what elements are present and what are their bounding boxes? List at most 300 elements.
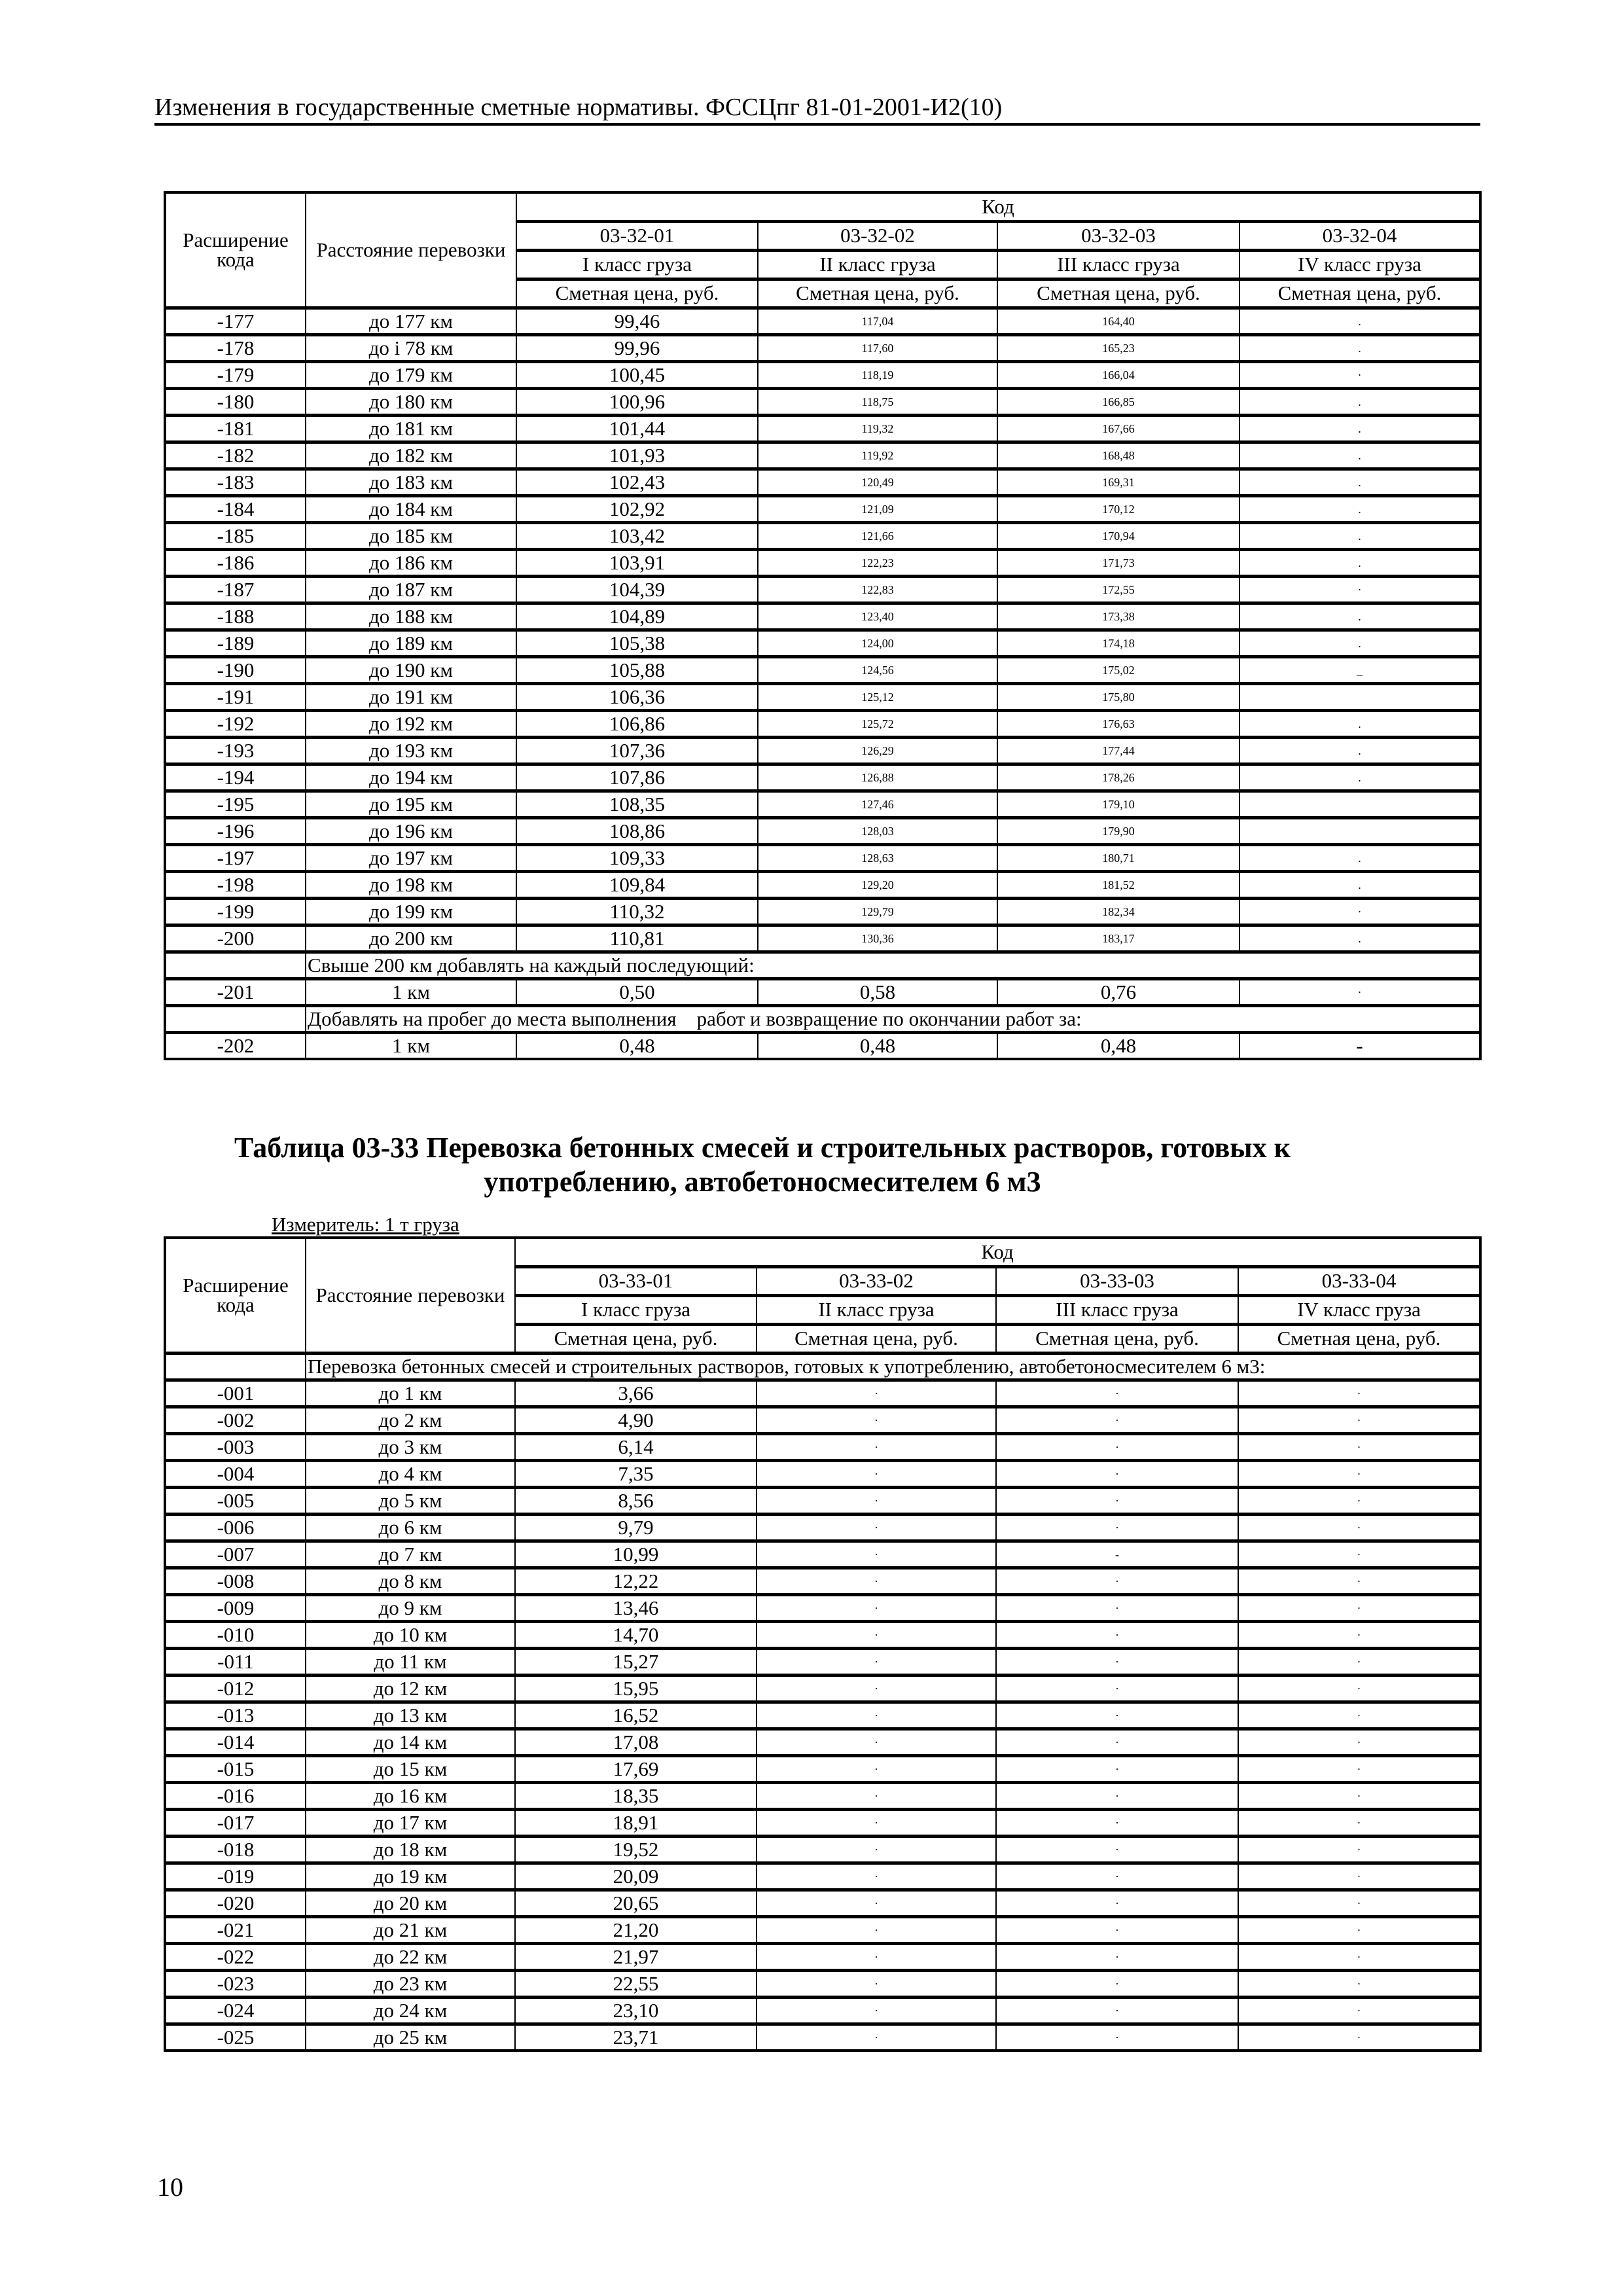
table-row (165, 1782, 1480, 1809)
price-class-4: · (1238, 1433, 1480, 1460)
price-class-1: 9,79 (515, 1514, 757, 1541)
price-class-4: · (1238, 1541, 1480, 1568)
header-price-3: Сметная цена, руб. (996, 1324, 1238, 1353)
price-class-1: 106,36 (516, 683, 758, 710)
price-class-1: 0,48 (516, 1032, 758, 1059)
header-price-3: Сметная цена, руб. (997, 279, 1240, 308)
price-class-1: 3,66 (515, 1380, 757, 1407)
ext-code: -183 (165, 469, 306, 495)
distance: до 181 км (306, 415, 516, 442)
price-class-2: · (757, 1943, 996, 1970)
price-class-3: 179,90 (997, 817, 1240, 844)
price-class-3: · (996, 1997, 1238, 2024)
price-class-1: 103,42 (516, 522, 758, 549)
price-class-1: 104,89 (516, 603, 758, 630)
section-note: Перевозка бетонных смесей и строительных растворов, готовых к употреблению, автобетоносмесителем 6 м3: (306, 1353, 1480, 1380)
distance: до 25 км (306, 2024, 515, 2051)
price-class-2: 118,75 (758, 388, 997, 415)
table-row (165, 1460, 1480, 1487)
table-row (165, 737, 1480, 764)
table-row (165, 844, 1480, 871)
ext-code: -189 (165, 630, 306, 656)
distance: до 18 км (306, 1836, 515, 1863)
price-class-3: 174,18 (997, 630, 1240, 656)
price-class-1: 101,44 (516, 415, 758, 442)
price-class-4: · (1238, 1487, 1480, 1514)
price-class-2: · (757, 1863, 996, 1890)
price-class-2: 118,19 (758, 361, 997, 388)
price-class-1: 102,43 (516, 469, 758, 495)
price-class-1: 22,55 (515, 1970, 757, 1997)
price-class-4: . (1240, 415, 1480, 442)
price-class-4 (1240, 817, 1480, 844)
price-class-3: · (996, 1514, 1238, 1541)
price-class-1: 23,71 (515, 2024, 757, 2051)
ext-code: -015 (165, 1755, 306, 1782)
distance: до 6 км (306, 1514, 515, 1541)
table-row (165, 710, 1480, 737)
price-class-1: 8,56 (515, 1487, 757, 1514)
ext-code: -010 (165, 1621, 306, 1648)
price-class-2: 124,56 (758, 656, 997, 683)
ext-code: -182 (165, 442, 306, 469)
header-code: Код (515, 1238, 1480, 1266)
table-row (165, 549, 1480, 576)
distance: до 17 км (306, 1809, 515, 1836)
price-class-3: 182,34 (997, 898, 1240, 925)
header-class-3: III класс груза (997, 250, 1240, 279)
price-class-2: 120,49 (758, 469, 997, 495)
table-row (165, 576, 1480, 603)
price-class-3: 166,04 (997, 361, 1240, 388)
header-class-4: IV класс груза (1238, 1295, 1480, 1324)
distance: до 185 км (306, 522, 516, 549)
price-class-1: 99,96 (516, 334, 758, 361)
price-class-1: 108,35 (516, 791, 758, 817)
price-class-4: · (1238, 1970, 1480, 1997)
ext-code: -180 (165, 388, 306, 415)
price-class-1: 110,32 (516, 898, 758, 925)
price-class-4: · (1240, 978, 1480, 1005)
price-class-2: 117,60 (758, 334, 997, 361)
price-class-1: 100,45 (516, 361, 758, 388)
header-code: Код (516, 192, 1480, 221)
table-row (165, 361, 1480, 388)
ext-code: -201 (165, 978, 306, 1005)
ext-code: -003 (165, 1433, 306, 1460)
ext-code: -014 (165, 1729, 306, 1755)
ext-code: -004 (165, 1460, 306, 1487)
price-class-4: · (1238, 1836, 1480, 1863)
price-class-1: 4,90 (515, 1407, 757, 1433)
price-class-1: 14,70 (515, 1621, 757, 1648)
price-class-4: · (1238, 1675, 1480, 1702)
price-class-4: . (1240, 764, 1480, 791)
ext-code: -020 (165, 1890, 306, 1916)
price-class-3: 172,55 (997, 576, 1240, 603)
price-class-2: 122,83 (758, 576, 997, 603)
price-class-1: 107,36 (516, 737, 758, 764)
running-head: Изменения в государственные сметные нормативы. ФССЦпг 81-01-2001-И2(10) (154, 92, 1480, 126)
price-class-4: . (1240, 469, 1480, 495)
table-row (165, 1380, 1480, 1407)
distance: 1 км (306, 978, 516, 1005)
distance: до 195 км (306, 791, 516, 817)
distance: до 2 км (306, 1407, 515, 1433)
table-row (165, 1568, 1480, 1594)
price-class-3: 164,40 (997, 308, 1240, 334)
price-class-1: 7,35 (515, 1460, 757, 1487)
price-class-1: 12,22 (515, 1568, 757, 1594)
table-row (165, 522, 1480, 549)
distance: до 188 км (306, 603, 516, 630)
ext-code: -002 (165, 1407, 306, 1433)
ext-code: -197 (165, 844, 306, 871)
price-class-3: 175,80 (997, 683, 1240, 710)
page-number: 10 (157, 2172, 183, 2202)
price-class-4: . (1240, 442, 1480, 469)
distance: до 187 км (306, 576, 516, 603)
ext-code: -191 (165, 683, 306, 710)
price-class-4: · (1238, 1997, 1480, 2024)
table-row (165, 1702, 1480, 1729)
table-row (165, 1890, 1480, 1916)
price-class-3: · (996, 1943, 1238, 1970)
price-class-3: 170,12 (997, 495, 1240, 522)
ext-code: -023 (165, 1970, 306, 1997)
price-class-1: 105,38 (516, 630, 758, 656)
price-class-2: 123,40 (758, 603, 997, 630)
table-row (165, 1648, 1480, 1675)
price-class-3: · (996, 1487, 1238, 1514)
empty-cell (165, 952, 306, 978)
price-class-4: · (1238, 1568, 1480, 1594)
price-class-1: 104,39 (516, 576, 758, 603)
header-price-4: Сметная цена, руб. (1240, 279, 1480, 308)
table-row (165, 925, 1480, 952)
header-ext-code: Расширение кода (165, 192, 306, 308)
table-row (165, 871, 1480, 898)
price-class-3: 168,48 (997, 442, 1240, 469)
price-class-2: 0,48 (758, 1032, 997, 1059)
price-class-2: 130,36 (758, 925, 997, 952)
price-class-4: · (1238, 1782, 1480, 1809)
ext-code: -184 (165, 495, 306, 522)
distance: до 197 км (306, 844, 516, 871)
table-row (165, 1943, 1480, 1970)
distance: до 10 км (306, 1621, 515, 1648)
price-class-3: 173,38 (997, 603, 1240, 630)
price-class-4: · (1238, 1890, 1480, 1916)
table-row (165, 817, 1480, 844)
distance: до 24 км (306, 1997, 515, 2024)
price-class-1: 17,08 (515, 1729, 757, 1755)
price-class-3: - (996, 1541, 1238, 1568)
table-row (165, 308, 1480, 334)
table-row (165, 1997, 1480, 2024)
header-class-2: II класс груза (758, 250, 997, 279)
price-class-1: 105,88 (516, 656, 758, 683)
price-class-1: 109,84 (516, 871, 758, 898)
distance: до 1 км (306, 1380, 515, 1407)
distance: до 5 км (306, 1487, 515, 1514)
price-class-4: · (1238, 1648, 1480, 1675)
table-row (165, 415, 1480, 442)
price-class-3: · (996, 1809, 1238, 1836)
price-class-3: · (996, 1729, 1238, 1755)
price-class-3: · (996, 1568, 1238, 1594)
distance: до 190 км (306, 656, 516, 683)
price-class-1: 110,81 (516, 925, 758, 952)
table-03-33 (164, 1236, 1482, 2052)
distance: до 23 км (306, 1970, 515, 1997)
header-code-3: 03-32-03 (997, 221, 1240, 250)
price-class-3: · (996, 1702, 1238, 1729)
price-class-1: 6,14 (515, 1433, 757, 1460)
note-row-return-trip (165, 1005, 1480, 1032)
header-row-code (165, 192, 1480, 221)
table-row (165, 1621, 1480, 1648)
ext-code: -190 (165, 656, 306, 683)
price-class-2: · (757, 1809, 996, 1836)
price-class-4: · (1238, 1729, 1480, 1755)
price-class-2: · (757, 1380, 996, 1407)
price-class-3: · (996, 1594, 1238, 1621)
table-title: Таблица 03-33 Перевозка бетонных смесей и строительных растворов, готовых к употреблению, автобетоносмесителем 6 м3 (234, 1132, 1291, 1198)
price-class-4: · (1238, 1594, 1480, 1621)
price-class-1: 21,20 (515, 1916, 757, 1943)
table-row (165, 469, 1480, 495)
price-class-3: · (996, 1621, 1238, 1648)
ext-code: -196 (165, 817, 306, 844)
note-over-200: Свыше 200 км добавлять на каждый последующий: (306, 952, 1480, 978)
price-class-3: 167,66 (997, 415, 1240, 442)
distance: до 11 км (306, 1648, 515, 1675)
table-row (165, 898, 1480, 925)
price-class-2: · (757, 1782, 996, 1809)
price-class-4: . (1240, 710, 1480, 737)
ext-code: -178 (165, 334, 306, 361)
price-class-2: 128,63 (758, 844, 997, 871)
price-class-2: · (757, 1755, 996, 1782)
price-class-2: · (757, 1594, 996, 1621)
price-class-2: 125,72 (758, 710, 997, 737)
distance: до 180 км (306, 388, 516, 415)
price-class-3: · (996, 1460, 1238, 1487)
ext-code: -011 (165, 1648, 306, 1675)
ext-code: -179 (165, 361, 306, 388)
price-class-4: · (1238, 1514, 1480, 1541)
price-class-4: · (1238, 1407, 1480, 1433)
price-class-2: · (757, 1514, 996, 1541)
price-class-4: · (1238, 1380, 1480, 1407)
table-row (165, 2024, 1480, 2051)
price-class-2: · (757, 1970, 996, 1997)
price-class-1: 21,97 (515, 1943, 757, 1970)
price-class-4 (1240, 791, 1480, 817)
header-price-1: Сметная цена, руб. (515, 1324, 757, 1353)
table-03-32 (164, 191, 1482, 1060)
note-return-trip: Добавлять на пробег до места выполнения работ и возвращение по окончании работ за: (306, 1005, 1480, 1032)
distance: до 186 км (306, 549, 516, 576)
price-class-2: · (757, 1916, 996, 1943)
price-class-4: · (1238, 1621, 1480, 1648)
price-class-3: · (996, 1890, 1238, 1916)
price-class-1: 16,52 (515, 1702, 757, 1729)
distance: до 19 км (306, 1863, 515, 1890)
price-class-2: · (757, 1433, 996, 1460)
note-row-over-200 (165, 952, 1480, 978)
header-class-4: IV класс груза (1240, 250, 1480, 279)
table-row (165, 1836, 1480, 1863)
header-price-2: Сметная цена, руб. (757, 1324, 996, 1353)
distance: до 8 км (306, 1568, 515, 1594)
price-class-4: . (1240, 925, 1480, 952)
distance: до 199 км (306, 898, 516, 925)
price-class-4 (1240, 683, 1480, 710)
distance: 1 км (306, 1032, 516, 1059)
distance: до 193 км (306, 737, 516, 764)
price-class-3: · (996, 1863, 1238, 1890)
price-class-4: · (1238, 1943, 1480, 1970)
price-class-3: 175,02 (997, 656, 1240, 683)
price-class-3: 177,44 (997, 737, 1240, 764)
distance: до 16 км (306, 1782, 515, 1809)
table-row (165, 791, 1480, 817)
distance: до 192 км (306, 710, 516, 737)
price-class-2: 129,20 (758, 871, 997, 898)
price-class-2: 129,79 (758, 898, 997, 925)
price-class-2: 119,32 (758, 415, 997, 442)
table-row (165, 1407, 1480, 1433)
distance: до 184 км (306, 495, 516, 522)
table-row (165, 1755, 1480, 1782)
price-class-4: · (1238, 2024, 1480, 2051)
table-row (165, 495, 1480, 522)
header-price-4: Сметная цена, руб. (1238, 1324, 1480, 1353)
price-class-3: 169,31 (997, 469, 1240, 495)
price-class-2: 122,23 (758, 549, 997, 576)
table-row (165, 1433, 1480, 1460)
price-class-2: 127,46 (758, 791, 997, 817)
distance: до 196 км (306, 817, 516, 844)
distance: до 179 км (306, 361, 516, 388)
distance: до 15 км (306, 1755, 515, 1782)
price-class-4: · (1240, 361, 1480, 388)
price-class-1: 108,86 (516, 817, 758, 844)
ext-code: -177 (165, 308, 306, 334)
ext-code: -187 (165, 576, 306, 603)
header-ext-code: Расширение кода (165, 1238, 306, 1353)
price-class-2: · (757, 2024, 996, 2051)
ext-code: -185 (165, 522, 306, 549)
price-class-2: · (757, 1568, 996, 1594)
ext-code: -016 (165, 1782, 306, 1809)
table-row (165, 630, 1480, 656)
header-class-1: I класс груза (516, 250, 758, 279)
table-row (165, 1594, 1480, 1621)
ext-code: -013 (165, 1702, 306, 1729)
price-class-2: 121,09 (758, 495, 997, 522)
price-class-1: 15,95 (515, 1675, 757, 1702)
price-class-3: · (996, 1675, 1238, 1702)
distance: до 14 км (306, 1729, 515, 1755)
price-class-4: · (1240, 576, 1480, 603)
price-class-2: · (757, 1890, 996, 1916)
ext-code: -021 (165, 1916, 306, 1943)
price-class-3: 165,23 (997, 334, 1240, 361)
price-class-4: . (1240, 844, 1480, 871)
distance: до 20 км (306, 1890, 515, 1916)
price-class-2: 0,58 (758, 978, 997, 1005)
price-class-3: 178,26 (997, 764, 1240, 791)
header-code-4: 03-33-04 (1238, 1266, 1480, 1295)
price-class-1: 18,91 (515, 1809, 757, 1836)
table-row (165, 442, 1480, 469)
header-row-code (165, 1238, 1480, 1266)
header-code-2: 03-33-02 (757, 1266, 996, 1295)
price-class-1: 0,50 (516, 978, 758, 1005)
price-class-1: 99,46 (516, 308, 758, 334)
price-class-1: 106,86 (516, 710, 758, 737)
header-code-4: 03-32-04 (1240, 221, 1480, 250)
price-class-3: 0,76 (997, 978, 1240, 1005)
price-class-1: 109,33 (516, 844, 758, 871)
price-class-4: . (1240, 308, 1480, 334)
distance: до 189 км (306, 630, 516, 656)
distance: до 198 км (306, 871, 516, 898)
price-class-4: · (1238, 1755, 1480, 1782)
price-class-4: · (1238, 1916, 1480, 1943)
distance: до i 78 км (306, 334, 516, 361)
price-class-2: 128,03 (758, 817, 997, 844)
ext-code: -200 (165, 925, 306, 952)
price-class-3: · (996, 2024, 1238, 2051)
distance: до 183 км (306, 469, 516, 495)
ext-code: -202 (165, 1032, 306, 1059)
price-class-2: · (757, 1675, 996, 1702)
distance: до 194 км (306, 764, 516, 791)
price-class-4: · (1238, 1702, 1480, 1729)
ext-code: -025 (165, 2024, 306, 2051)
ext-code: -192 (165, 710, 306, 737)
price-class-3: · (996, 1433, 1238, 1460)
price-class-4: . (1240, 549, 1480, 576)
ext-code: -018 (165, 1836, 306, 1863)
distance: до 191 км (306, 683, 516, 710)
price-class-3: · (996, 1836, 1238, 1863)
table-row (165, 1916, 1480, 1943)
ext-code: -198 (165, 871, 306, 898)
distance: до 22 км (306, 1943, 515, 1970)
price-class-3: · (996, 1782, 1238, 1809)
header-class-3: III класс груза (996, 1295, 1238, 1324)
empty-cell (165, 1353, 306, 1380)
price-class-3: · (996, 1407, 1238, 1433)
price-class-3: 183,17 (997, 925, 1240, 952)
price-class-2: 125,12 (758, 683, 997, 710)
price-class-3: 170,94 (997, 522, 1240, 549)
price-class-1: 101,93 (516, 442, 758, 469)
distance: до 7 км (306, 1541, 515, 1568)
ext-code: -007 (165, 1541, 306, 1568)
price-class-2: 126,29 (758, 737, 997, 764)
table-row (165, 978, 1480, 1005)
ext-code: -008 (165, 1568, 306, 1594)
header-code-1: 03-32-01 (516, 221, 758, 250)
distance: до 12 км (306, 1675, 515, 1702)
price-class-4: · (1238, 1863, 1480, 1890)
